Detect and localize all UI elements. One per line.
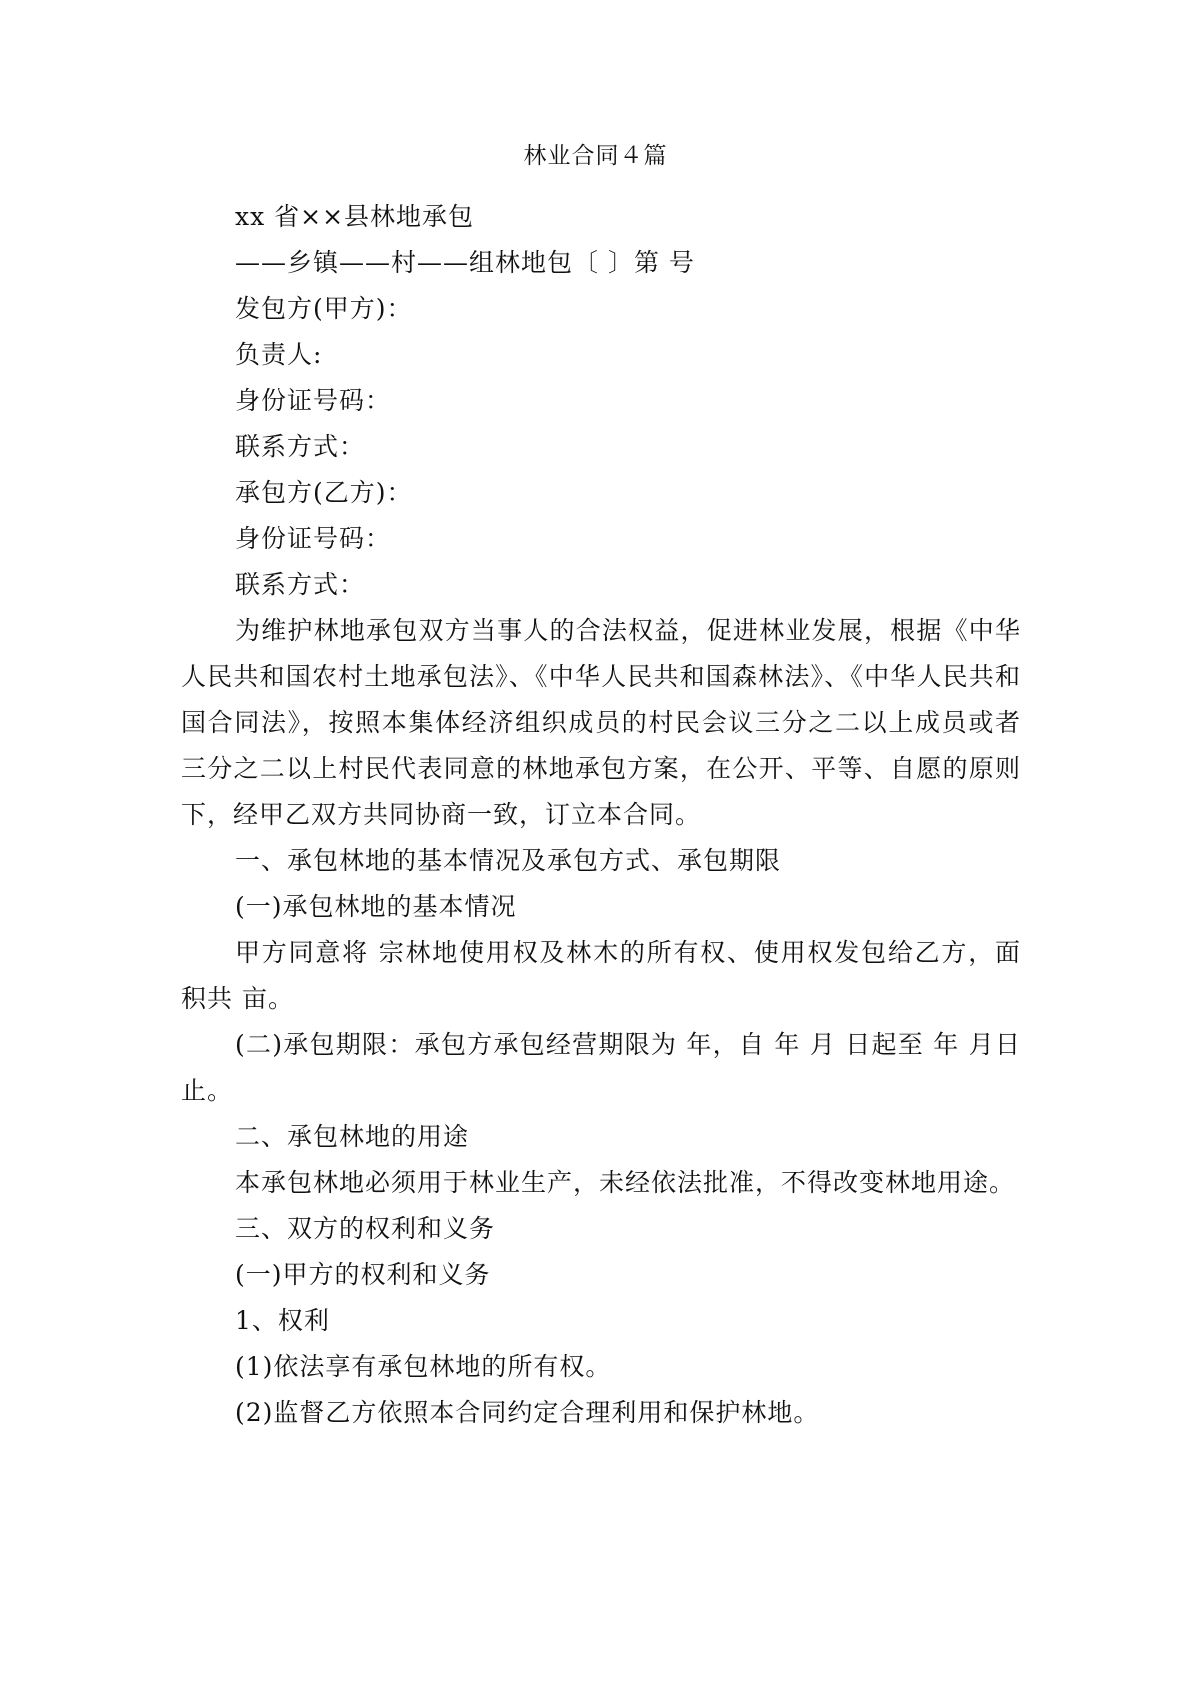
section-heading-2: 二、承包林地的用途 bbox=[235, 1122, 470, 1151]
paragraph-contract-term: (二)承包期限：承包方承包经营期限为 年，自 年 月 日起至 年 月日止。 bbox=[181, 1030, 1021, 1105]
paragraph-heading-location: xx 省××县林地承包 bbox=[235, 202, 475, 231]
subsection-heading-1-1: (一)承包林地的基本情况 bbox=[235, 892, 517, 921]
paragraph-party-b-contact: 联系方式： bbox=[235, 570, 366, 599]
section-heading-1: 一、承包林地的基本情况及承包方式、承包期限 bbox=[235, 846, 782, 875]
paragraph-land-details: 甲方同意将 宗林地使用权及林木的所有权、使用权发包给乙方，面积共 亩。 bbox=[181, 938, 1021, 1013]
list-item-right-2: (2)监督乙方依照本合同约定合理利用和保护林地。 bbox=[235, 1398, 820, 1427]
paragraph-contract-number: ——乡镇——村——组林地包〔 〕第 号 bbox=[235, 248, 695, 277]
list-item-right-1: (1)依法享有承包林地的所有权。 bbox=[235, 1352, 612, 1381]
subsection-heading-3-1: (一)甲方的权利和义务 bbox=[235, 1260, 491, 1289]
paragraph-party-a: 发包方(甲方)： bbox=[235, 294, 413, 323]
paragraph-party-a-contact: 联系方式： bbox=[235, 432, 366, 461]
paragraph-land-use: 本承包林地必须用于林业生产，未经依法批准，不得改变林地用途。 bbox=[235, 1168, 1016, 1197]
paragraph-party-b: 承包方(乙方)： bbox=[235, 478, 413, 507]
document-body bbox=[181, 194, 1021, 1436]
section-heading-3: 三、双方的权利和义务 bbox=[235, 1214, 496, 1243]
list-heading-rights: 1、权利 bbox=[235, 1306, 330, 1335]
paragraph-preamble: 为维护林地承包双方当事人的合法权益，促进林业发展，根据《中华人民共和国农村土地承包法》、《中华人民共和国森林法》、《中华人民共和国合同法》，按照本集体经济组织成员的村民会议三分之二以上成员或者三分之二以上村民代表同意的林地承包方案，在公开、平等、自愿的原则下，经甲乙双方共同协商一致，订立本合同。 bbox=[181, 616, 1021, 829]
document-title: 林业合同４篇 bbox=[523, 143, 668, 169]
paragraph-party-b-id: 身份证号码： bbox=[235, 524, 392, 553]
paragraph-party-a-id: 身份证号码： bbox=[235, 386, 392, 415]
paragraph-party-a-responsible: 负责人: bbox=[235, 340, 323, 369]
